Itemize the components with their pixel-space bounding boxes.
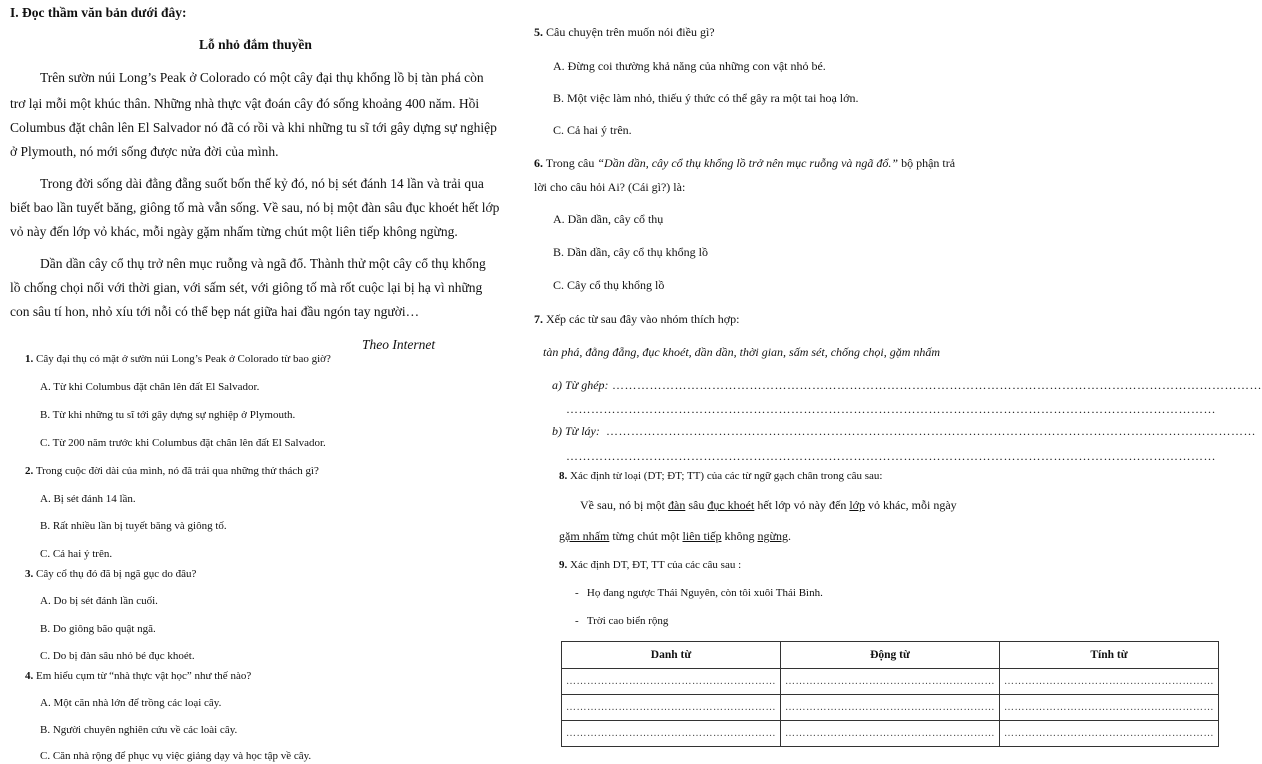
answer-option-4a[interactable]: A. Một căn nhà lớn để trồng các loại cây. [40,697,222,709]
question-number: 8. [559,470,568,482]
question-text-line2: lời cho câu hỏi Ai? (Cái gì?) là: [534,180,686,194]
question-label-end: bộ phận trả [901,156,956,170]
question-text [25,568,196,580]
question-number: 6. [534,156,543,170]
reduplicative-words-label: b) Từ láy: [552,424,600,438]
example-sentence-line-2 [559,529,791,544]
reduplicative-words-answer-line-2[interactable]: ………………………………………………………………………………………………………………………………………… [566,449,1216,463]
question-text [559,559,741,571]
word-list: tàn phá, đằng đẵng, đục khoét, dần dần, thời gian, sấm sét, chống chọi, gặm nhấm [543,345,941,359]
cell-dots: …………………………………………………… [785,676,995,687]
question-label: Câu chuyện trên muốn nói điều gì? [546,25,715,39]
compound-words-label: a) Từ ghép: [552,378,609,392]
question-text [25,670,251,682]
answer-cell-noun[interactable] [562,695,781,721]
paragraph-line: Trong đời sống dài đằng đẵng suốt bốn thế kỷ đó, nó bị sét đánh 14 lần và trải qua [40,176,484,191]
cell-dots: …………………………………………………… [566,676,776,687]
compound-words-answer-line-2[interactable]: ………………………………………………………………………………………………………………………………………… [566,402,1216,416]
cell-dots: …………………………………………………… [785,702,995,713]
paragraph-line: ở Plymouth, nó mới sống được nửa đời của mình. [10,144,279,159]
question-number: 3. [25,568,34,580]
sentence-text: không [721,529,758,543]
answer-option-5c[interactable]: C. Cả hai ý trên. [553,123,632,137]
question-text [534,312,739,327]
answer-option-5a[interactable]: A. Đừng coi thường khả năng của những con vật nhỏ bé. [553,59,826,73]
answer-option-2b[interactable]: B. Rất nhiều lần bị tuyết băng và giông tố. [40,520,227,532]
underlined-word: đục khoét [707,498,755,512]
answer-cell-adjective[interactable] [1000,669,1219,695]
question-text [25,353,331,365]
answer-cell-verb[interactable] [781,695,1000,721]
question-number: 9. [559,559,568,571]
paragraph-line: lồ chống chọi nổi với thời gian, với sấm sét, với giông tố mà rốt cuộc lại bị hạ vì những [10,280,483,295]
question-label: Xếp các từ sau đây vào nhóm thích hợp: [546,312,740,326]
answer-option-4b[interactable]: B. Người chuyên nghiên cứu về các loài cây. [40,724,238,736]
paragraph-line: con sâu tí hon, nhỏ xíu tới nỗi có thể bẹp nát giữa hai đầu ngón tay người… [10,304,420,319]
source-credit: Theo Internet [362,337,436,352]
cell-dots: …………………………………………………… [566,728,776,739]
cell-dots: …………………………………………………… [1004,702,1214,713]
sentence-item-text: Họ đang ngược Thái Nguyên, còn tôi xuôi Thái Bình. [586,587,823,599]
question-number: 2. [25,465,34,477]
answer-option-3b[interactable]: B. Do giông bão quật ngã. [40,623,156,635]
sentence-text: Về sau, nó bị một [580,498,668,512]
answer-cell-noun[interactable] [562,669,781,695]
answer-option-5b[interactable]: B. Một việc làm nhỏ, thiếu ý thức có thể gây ra một tai hoạ lớn. [553,91,859,105]
paragraph-line: Columbus đặt chân lên El Salvador nó đã có rồi và khi những tu sĩ tới gây dựng sự nghiệp [10,120,497,135]
sentence-text: từng chút một [609,529,683,543]
answer-option-4c[interactable]: C. Căn nhà rộng để phục vụ việc giảng dạy và học tập về cây. [40,750,312,762]
table-header-row [562,642,1219,669]
sentence-item-text: Trời cao biển rộng [586,615,669,627]
sentence-text: hết lớp vỏ này đến [754,498,850,512]
table-row [562,721,1219,747]
answer-option-3a[interactable]: A. Do bị sét đánh lần cuối. [40,595,158,607]
question-number: 7. [534,312,543,326]
section-heading: I. Đọc thầm văn bản dưới đây: [10,5,187,20]
underlined-word: liên tiếp [682,529,722,543]
paragraph-line: biết bao lần tuyết băng, giông tố mà vẫn sống. Về sau, nó bị một đàn sâu đục khoét hết lớp [10,200,500,215]
cell-dots: …………………………………………………… [1004,676,1214,687]
question-number: 4. [25,670,34,682]
answer-option-1c[interactable]: C. Từ 200 năm trước khi Columbus đặt chân lên đất El Salvador. [40,437,326,449]
story-title: Lỗ nhỏ đắm thuyền [199,37,312,52]
question-number: 1. [25,353,34,365]
answer-cell-adjective[interactable] [1000,721,1219,747]
answer-cell-adjective[interactable] [1000,695,1219,721]
sentence-text: . [788,529,792,543]
column-header-verbs: Động từ [781,642,1000,669]
question-label: Xác định từ loại (DT; ĐT; TT) của các từ ngữ gạch chân trong câu sau: [570,470,883,482]
answer-option-6b[interactable]: B. Dần dần, cây cổ thụ khổng lồ [553,245,708,259]
question-quote: “Dần dần, cây cổ thụ khổng lồ trở nên mục ruỗng và ngã đổ.” [597,156,899,170]
answer-option-6a[interactable]: A. Dần dần, cây cổ thụ [553,212,664,226]
underlined-word: ngừng [757,529,789,543]
question-text [534,156,955,171]
question-label: Trong câu [545,156,595,170]
paragraph-line: Dần dần cây cổ thụ trở nên mục ruỗng và ngã đổ. Thành thử một cây cổ thụ khổng [40,256,486,271]
question-number: 5. [534,25,543,39]
word-classification-table [561,641,1219,747]
answer-cell-verb[interactable] [781,669,1000,695]
cell-dots: …………………………………………………… [566,702,776,713]
underlined-word: đàn [668,498,686,512]
question-label: Trong cuộc đời dài của mình, nó đã trải qua những thử thách gì? [35,465,319,477]
sentence-item-1 [575,587,823,599]
question-label: Em hiểu cụm từ “nhà thực vật học” như thế nào? [36,670,252,682]
sentence-item-2 [575,615,668,627]
sentence-text: vỏ khác, mỗi ngày [865,498,957,512]
answer-option-2a[interactable]: A. Bị sét đánh 14 lần. [40,493,136,505]
table-row [562,695,1219,721]
right-column [528,0,1262,764]
question-label: Cây cổ thụ đó đã bị ngã gục do đâu? [36,568,197,580]
reduplicative-words-answer-line[interactable]: ………………………………………………………………………………………………………………………………………… [606,424,1256,438]
cell-dots: …………………………………………………… [1004,728,1214,739]
table-row [562,669,1219,695]
paragraph-line: Trên sườn núi Long’s Peak ở Colorado có một cây đại thụ khổng lồ bị tàn phá còn [40,70,484,85]
paragraph-line: vỏ này đến lớp vỏ khác, mỗi ngày gặm nhấm từng chút một liên tiếp không ngừng. [10,224,458,239]
bullet-marker: - [575,615,579,627]
question-label: Cây đại thụ có mặt ở sườn núi Long’s Peak ở Colorado từ bao giờ? [36,353,331,365]
underlined-word: gặm nhấm [559,529,610,543]
underlined-word: lớp [849,498,866,512]
bullet-marker: - [575,587,579,599]
question-text [534,25,715,40]
paragraph-line: trơ lại mỗi một khúc thân. Những nhà thực vật đoán cây đó sống khoảng 400 năm. Hồi [10,96,480,111]
answer-option-1a[interactable]: A. Từ khi Columbus đặt chân lên đất El Salvador. [40,381,260,393]
example-sentence-line-1 [580,498,957,513]
question-text [559,470,882,482]
answer-option-1b[interactable]: B. Từ khi những tu sĩ tới gây dựng sự nghiệp ở Plymouth. [40,409,296,421]
column-header-nouns: Danh từ [562,642,781,669]
answer-option-3c[interactable]: C. Do bị đàn sâu nhỏ bé đục khoét. [40,650,195,662]
answer-cell-noun[interactable] [562,721,781,747]
left-column [0,0,525,764]
question-label: Xác định DT, ĐT, TT của các câu sau : [570,559,742,571]
sentence-text: sâu [685,498,708,512]
answer-option-2c[interactable]: C. Cả hai ý trên. [40,548,113,560]
answer-cell-verb[interactable] [781,721,1000,747]
question-text [25,465,319,477]
compound-words-answer-line[interactable]: ………………………………………………………………………………………………………………………………………… [612,378,1262,392]
column-header-adjectives: Tính từ [1000,642,1219,669]
answer-option-6c[interactable]: C. Cây cổ thụ khổng lồ [553,278,665,292]
cell-dots: …………………………………………………… [785,728,995,739]
